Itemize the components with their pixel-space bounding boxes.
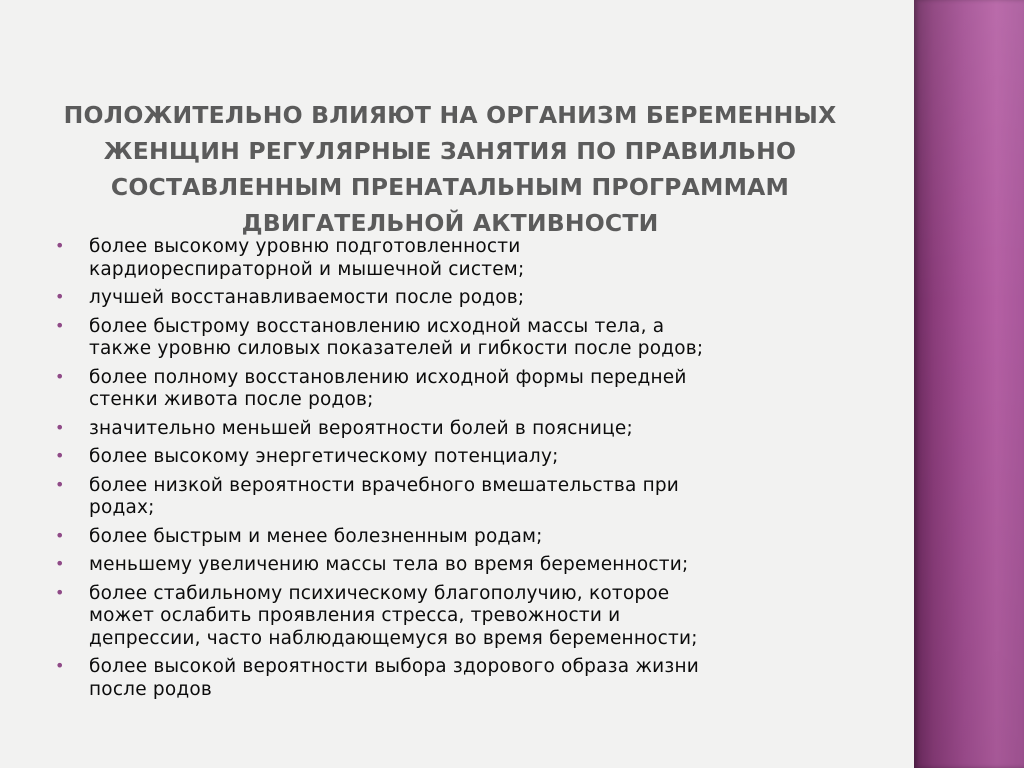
bullet-icon: • xyxy=(55,417,65,437)
bullet-icon: • xyxy=(55,287,65,306)
bullet-line: лучшей восстанавливаемости после родов; xyxy=(89,287,525,308)
bullet-line: более высокому энергетическому потенциалу; xyxy=(89,446,559,467)
bullet-line: также уровню силовых показателей и гибкости после родов; xyxy=(89,338,704,359)
list-item xyxy=(55,316,855,361)
stripe-shading xyxy=(914,0,1024,768)
bullet-text xyxy=(89,475,855,520)
title-line: СОСТАВЛЕННЫМ ПРЕНАТАЛЬНЫМ ПРОГРАММАМ xyxy=(110,172,790,201)
bullet-line: более высокому уровню подготовленности xyxy=(89,236,521,257)
bullet-icon: • xyxy=(55,315,65,335)
title-line: ДВИГАТЕЛЬНОЙ АКТИВНОСТИ xyxy=(241,208,659,237)
bullet-line: стенки живота после родов; xyxy=(89,389,374,410)
bullet-icon: • xyxy=(55,582,65,602)
title-line: ПОЛОЖИТЕЛЬНО ВЛИЯЮТ НА ОРГАНИЗМ БЕРЕМЕННЫХ xyxy=(63,100,837,129)
decorative-side-stripe xyxy=(914,0,1024,768)
bullet-text xyxy=(89,656,855,701)
bullet-icon: • xyxy=(55,474,65,494)
bullet-icon: • xyxy=(55,525,65,545)
list-item xyxy=(55,236,855,281)
bullet-text xyxy=(89,418,855,441)
list-item xyxy=(55,526,855,549)
bullet-line: может ослабить проявления стресса, тревожности и xyxy=(89,605,621,626)
bullet-list xyxy=(55,236,855,707)
list-item xyxy=(55,446,855,469)
bullet-line: более низкой вероятности врачебного вмешательства при xyxy=(89,474,680,496)
bullet-line: более быстрым и менее болезненным родам; xyxy=(89,525,543,547)
bullet-line: более быстрому восстановлению исходной массы тела, а xyxy=(89,315,665,337)
bullet-line: меньшему увеличению массы тела во время беременности; xyxy=(89,554,689,575)
bullet-text xyxy=(89,287,855,310)
bullet-line: депрессии, часто наблюдающемуся во время беременности; xyxy=(89,627,698,649)
bullet-line: родах; xyxy=(89,497,155,518)
bullet-line: значительно меньшей вероятности болей в пояснице; xyxy=(89,417,633,439)
bullet-text xyxy=(89,236,855,281)
list-item xyxy=(55,583,855,651)
bullet-line: более высокой вероятности выбора здорового образа жизни xyxy=(89,656,699,677)
list-item xyxy=(55,287,855,310)
bullet-text xyxy=(89,316,855,361)
bullet-line: после родов xyxy=(89,678,212,700)
bullet-icon: • xyxy=(55,366,65,386)
bullet-text xyxy=(89,446,855,469)
bullet-icon: • xyxy=(55,554,65,573)
bullet-icon: • xyxy=(55,236,65,255)
bullet-text xyxy=(89,554,855,577)
bullet-text xyxy=(89,367,855,412)
list-item xyxy=(55,656,855,701)
list-item xyxy=(55,367,855,412)
bullet-line: более полному восстановлению исходной формы передней xyxy=(89,366,687,388)
bullet-line: кардиореспираторной и мышечной систем; xyxy=(89,258,525,280)
list-item xyxy=(55,554,855,577)
bullet-text xyxy=(89,583,855,651)
bullet-line: более стабильному психическому благополучию, которое xyxy=(89,582,670,604)
list-item xyxy=(55,418,855,441)
bullet-icon: • xyxy=(55,446,65,465)
title-line: ЖЕНЩИН РЕГУЛЯРНЫЕ ЗАНЯТИЯ ПО ПРАВИЛЬНО xyxy=(103,136,797,165)
slide-title xyxy=(30,97,870,241)
bullet-icon: • xyxy=(55,656,65,675)
list-item xyxy=(55,475,855,520)
bullet-text xyxy=(89,526,855,549)
